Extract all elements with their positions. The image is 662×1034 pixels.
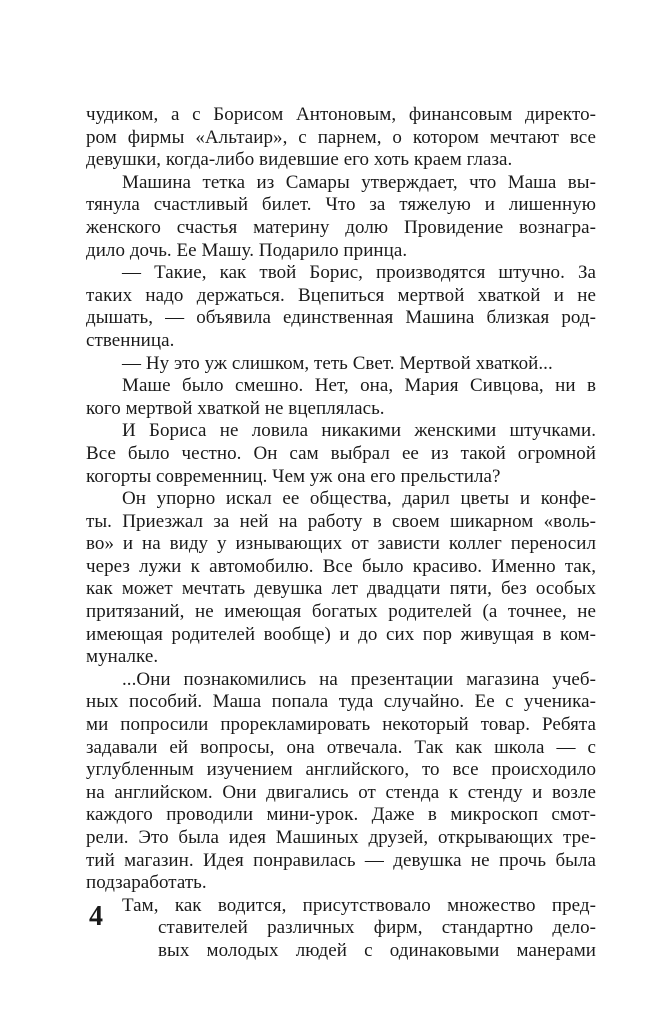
page-number: 4: [89, 901, 103, 932]
text-line: девушки, когда-либо видевшие его хоть краем глаза.: [86, 149, 513, 171]
text-line: рели. Это была идея Машиных друзей, открывающих тре-: [86, 827, 596, 848]
text-line: дышать, — объявила единственная Машина близкая род-: [86, 307, 596, 329]
text-line: таких надо держаться. Вцепиться мертвой хваткой и не: [86, 284, 596, 306]
text-line: ты. Приезжал за ней на работу в своем шикарном «воль-: [86, 510, 596, 532]
text-line: притязаний, не имеющая богатых родителей (а точнее, не: [86, 601, 596, 623]
text-line: во» и на виду у изнывающих от зависти коллег переносил: [86, 533, 596, 555]
text-line: дило дочь. Ее Машу. Подарило принца.: [86, 239, 408, 261]
text-body: [86, 104, 596, 963]
text-line: на английском. Они двигались от стенда к стенду и возле: [86, 781, 596, 803]
text-line: задавали ей вопросы, она отвечала. Так как школа — с: [86, 736, 596, 758]
text-line: ...Они познакомились на презентации магазина учеб-: [122, 668, 596, 690]
text-line: тий магазин. Идея понравилась — девушка не прочь была: [86, 849, 596, 871]
text-line: подзаработать.: [86, 872, 207, 894]
text-line: Маше было смешно. Нет, она, Мария Сивцова, ни в: [122, 375, 596, 397]
text-line: углубленным изучением английского, то все происходило: [86, 759, 596, 781]
text-line: ром фирмы «Альтаир», с парнем, о котором мечтают все: [86, 126, 596, 148]
text-line: каждого проводили мини-урок. Даже в микроскоп смот-: [86, 804, 596, 826]
text-line: когорты современниц. Чем уж она его прельстила?: [86, 465, 501, 487]
text-line: Машина тетка из Самары утверждает, что Маша вы-: [122, 171, 596, 193]
text-line: через лужи к автомобилю. Все было красиво. Именно так,: [86, 555, 596, 577]
text-line: тянула счастливый билет. Что за тяжелую и лишенную: [86, 194, 596, 216]
text-line: чудиком, а с Борисом Антоновым, финансовым директо-: [86, 104, 596, 125]
text-line: И Бориса не ловила никакими женскими штучками.: [122, 420, 596, 442]
text-line: женского счастья материну долю Провидение вознагра-: [86, 216, 596, 238]
text-line: ных пособий. Маша попала туда случайно. Ее с ученика-: [86, 691, 596, 713]
text-line: — Такие, как твой Борис, производятся штучно. За: [122, 262, 596, 284]
text-line: имеющая родителей вообще) и до сих пор живущая в ком-: [86, 623, 596, 645]
text-line: как может мечтать девушка лет двадцати пяти, без особых: [86, 578, 596, 600]
text-line: ми попросили прорекламировать некоторый товар. Ребята: [86, 714, 596, 736]
text-line: кого мертвой хваткой не вцеплялась.: [86, 397, 385, 419]
text-line: — Ну это уж слишком, теть Свет. Мертвой хваткой...: [122, 352, 553, 374]
text-line: вых молодых людей с одинаковыми манерами: [158, 939, 596, 961]
text-line: ственница.: [86, 329, 175, 351]
text-line: Там, как водится, присутствовало множество пред-: [122, 894, 596, 916]
text-line: Все было честно. Он сам выбрал ее из такой огромной: [86, 442, 596, 464]
text-line: муналке.: [86, 646, 159, 668]
text-line: ставителей различных фирм, стандартно дело-: [158, 917, 596, 939]
text-line: Он упорно искал ее общества, дарил цветы и конфе-: [122, 488, 596, 510]
